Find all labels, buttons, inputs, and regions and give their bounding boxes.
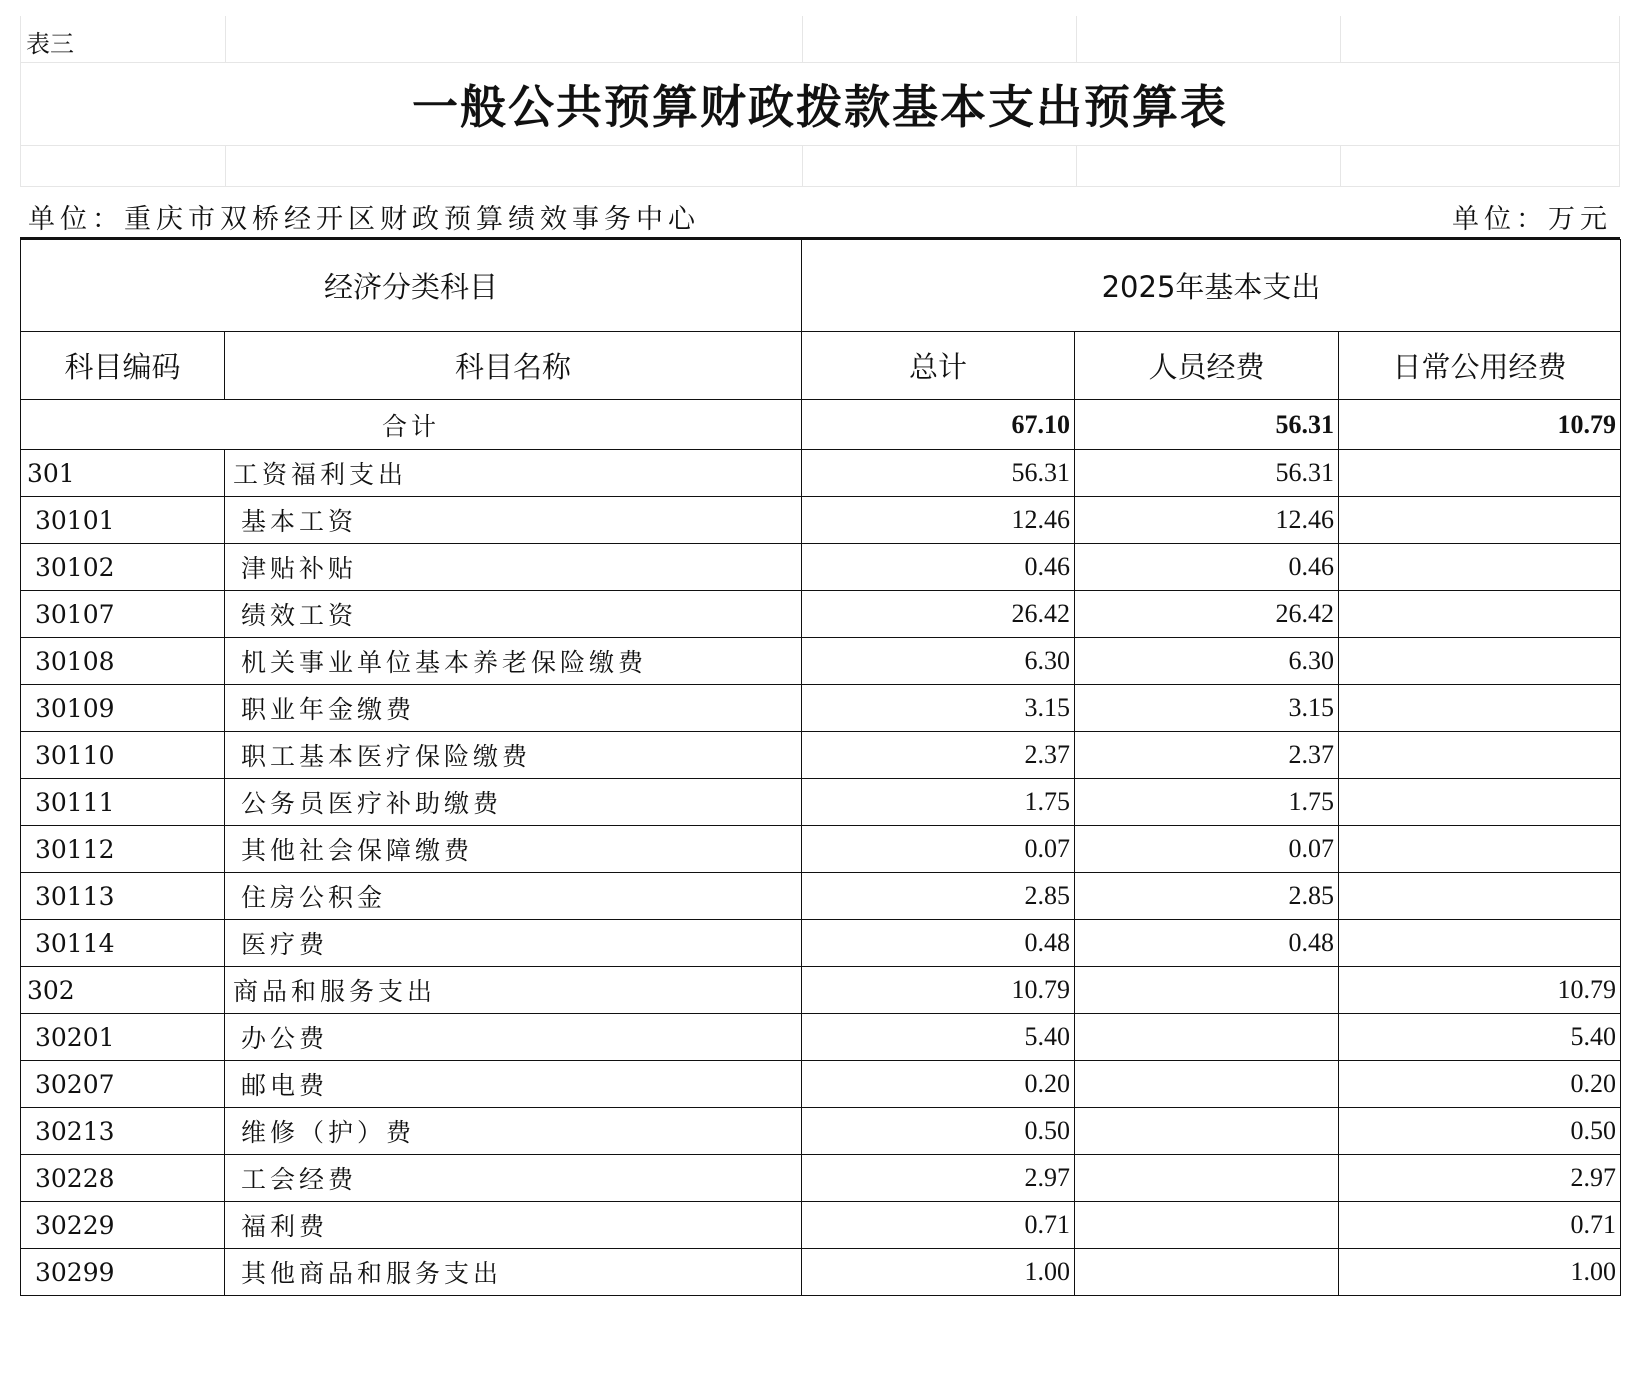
row-total: 1.00	[802, 1249, 1075, 1296]
row-code: 30114	[21, 920, 225, 967]
header-row-group	[21, 240, 1621, 332]
header-economic-classification: 经济分类科目	[21, 240, 802, 332]
unit-organization: 单位：重庆市双桥经开区财政预算绩效事务中心	[28, 204, 700, 235]
row-code: 30111	[21, 779, 225, 826]
row-public: 5.40	[1339, 1014, 1621, 1061]
row-name: 住房公积金	[225, 873, 802, 920]
header-public: 日常公用经费	[1339, 332, 1621, 400]
row-name: 机关事业单位基本养老保险缴费	[225, 638, 802, 685]
row-name: 商品和服务支出	[225, 967, 802, 1014]
table-row	[21, 1014, 1621, 1061]
header-total: 总计	[802, 332, 1075, 400]
unit-row	[20, 187, 1620, 239]
row-personnel: 26.42	[1075, 591, 1339, 638]
header-row-columns	[21, 332, 1621, 400]
grid-cell	[1076, 16, 1341, 62]
row-name: 公务员医疗补助缴费	[225, 779, 802, 826]
row-public	[1339, 920, 1621, 967]
table-row	[21, 1249, 1621, 1296]
row-code: 30102	[21, 544, 225, 591]
table-row	[21, 779, 1621, 826]
row-total: 2.85	[802, 873, 1075, 920]
budget-table	[20, 239, 1621, 1296]
row-total: 12.46	[802, 497, 1075, 544]
row-name: 绩效工资	[225, 591, 802, 638]
row-personnel	[1075, 967, 1339, 1014]
row-total: 0.46	[802, 544, 1075, 591]
row-public	[1339, 591, 1621, 638]
table-row	[21, 873, 1621, 920]
row-personnel	[1075, 1108, 1339, 1155]
row-public: 0.71	[1339, 1202, 1621, 1249]
row-code: 30113	[21, 873, 225, 920]
table-label: 表三	[26, 30, 74, 58]
row-total: 2.97	[802, 1155, 1075, 1202]
table-row	[21, 544, 1621, 591]
grid-cell	[1340, 146, 1620, 186]
row-personnel	[1075, 1014, 1339, 1061]
row-code: 30110	[21, 732, 225, 779]
table-row	[21, 1202, 1621, 1249]
table-row	[21, 920, 1621, 967]
row-public: 10.79	[1339, 967, 1621, 1014]
row-name: 工资福利支出	[225, 450, 802, 497]
row-personnel	[1075, 1249, 1339, 1296]
row-code: 30201	[21, 1014, 225, 1061]
row-code: 302	[21, 967, 225, 1014]
row-code: 30112	[21, 826, 225, 873]
row-total: 56.31	[802, 450, 1075, 497]
row-public	[1339, 497, 1621, 544]
row-personnel: 2.37	[1075, 732, 1339, 779]
table-row	[21, 450, 1621, 497]
row-personnel: 1.75	[1075, 779, 1339, 826]
row-code: 30108	[21, 638, 225, 685]
table-row	[21, 1108, 1621, 1155]
budget-sheet	[20, 16, 1620, 1296]
row-name: 职工基本医疗保险缴费	[225, 732, 802, 779]
row-personnel: 2.85	[1075, 873, 1339, 920]
row-personnel: 0.48	[1075, 920, 1339, 967]
row-personnel	[1075, 1155, 1339, 1202]
row-total: 1.75	[802, 779, 1075, 826]
row-personnel: 12.46	[1075, 497, 1339, 544]
header-code: 科目编码	[21, 332, 225, 400]
grid-cell	[1076, 146, 1341, 186]
row-code: 30213	[21, 1108, 225, 1155]
row-code: 30207	[21, 1061, 225, 1108]
summary-total: 67.10	[802, 400, 1075, 450]
table-row	[21, 1155, 1621, 1202]
grid-cell	[802, 146, 1076, 186]
row-public	[1339, 685, 1621, 732]
row-public: 0.50	[1339, 1108, 1621, 1155]
row-name: 福利费	[225, 1202, 802, 1249]
row-public: 0.20	[1339, 1061, 1621, 1108]
row-total: 2.37	[802, 732, 1075, 779]
row-total: 3.15	[802, 685, 1075, 732]
row-code: 30101	[21, 497, 225, 544]
grid-cell	[20, 146, 225, 186]
summary-personnel: 56.31	[1075, 400, 1339, 450]
row-name: 医疗费	[225, 920, 802, 967]
row-name: 办公费	[225, 1014, 802, 1061]
grid-cell	[225, 146, 802, 186]
row-total: 0.50	[802, 1108, 1075, 1155]
summary-row	[21, 400, 1621, 450]
row-public	[1339, 779, 1621, 826]
row-code: 30107	[21, 591, 225, 638]
row-personnel: 6.30	[1075, 638, 1339, 685]
summary-label: 合计	[21, 400, 802, 450]
row-total: 26.42	[802, 591, 1075, 638]
row-name: 津贴补贴	[225, 544, 802, 591]
table-row	[21, 967, 1621, 1014]
row-public	[1339, 732, 1621, 779]
row-personnel: 0.07	[1075, 826, 1339, 873]
spacer-row	[20, 146, 1620, 187]
row-personnel: 56.31	[1075, 450, 1339, 497]
row-code: 30229	[21, 1202, 225, 1249]
table-row	[21, 826, 1621, 873]
table-row	[21, 732, 1621, 779]
row-code: 30228	[21, 1155, 225, 1202]
row-name: 工会经费	[225, 1155, 802, 1202]
row-public: 1.00	[1339, 1249, 1621, 1296]
row-total: 6.30	[802, 638, 1075, 685]
row-name: 基本工资	[225, 497, 802, 544]
row-public: 2.97	[1339, 1155, 1621, 1202]
row-code: 30299	[21, 1249, 225, 1296]
table-row	[21, 1061, 1621, 1108]
row-personnel: 0.46	[1075, 544, 1339, 591]
row-personnel	[1075, 1202, 1339, 1249]
table-row	[21, 591, 1621, 638]
row-code: 301	[21, 450, 225, 497]
header-personnel: 人员经费	[1075, 332, 1339, 400]
table-row	[21, 497, 1621, 544]
row-total: 5.40	[802, 1014, 1075, 1061]
row-public	[1339, 544, 1621, 591]
grid-cell	[1340, 16, 1620, 62]
row-public	[1339, 450, 1621, 497]
row-code: 30109	[21, 685, 225, 732]
grid-cell	[802, 16, 1076, 62]
header-name: 科目名称	[225, 332, 802, 400]
header-basic-expenditure-2025: 2025年基本支出	[802, 240, 1621, 332]
label-row	[20, 16, 1620, 63]
row-name: 职业年金缴费	[225, 685, 802, 732]
row-total: 0.71	[802, 1202, 1075, 1249]
row-total: 10.79	[802, 967, 1075, 1014]
row-total: 0.07	[802, 826, 1075, 873]
row-personnel	[1075, 1061, 1339, 1108]
unit-currency: 单位：万元	[1452, 204, 1612, 235]
title-row	[20, 63, 1620, 146]
table-row	[21, 638, 1621, 685]
row-name: 其他商品和服务支出	[225, 1249, 802, 1296]
table-row	[21, 685, 1621, 732]
row-public	[1339, 826, 1621, 873]
row-name: 邮电费	[225, 1061, 802, 1108]
row-name: 其他社会保障缴费	[225, 826, 802, 873]
row-total: 0.48	[802, 920, 1075, 967]
summary-public: 10.79	[1339, 400, 1621, 450]
row-personnel: 3.15	[1075, 685, 1339, 732]
grid-cell	[225, 16, 802, 62]
row-public	[1339, 638, 1621, 685]
page-title: 一般公共预算财政拨款基本支出预算表	[412, 80, 1228, 134]
row-public	[1339, 873, 1621, 920]
row-name: 维修（护）费	[225, 1108, 802, 1155]
row-total: 0.20	[802, 1061, 1075, 1108]
